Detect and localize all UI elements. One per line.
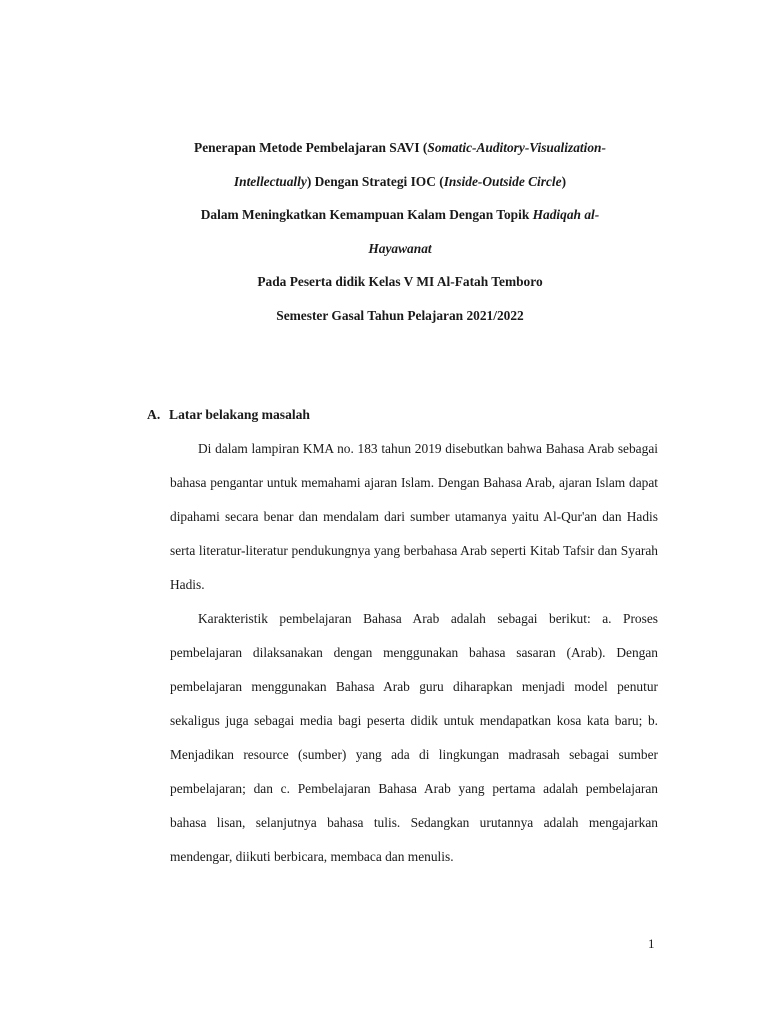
title-line-3: Dalam Meningkatkan Kemampuan Kalam Dengan Topik Hadiqah al- <box>200 207 600 222</box>
title-line-6: Semester Gasal Tahun Pelajaran 2021/2022 <box>276 307 524 323</box>
paragraph-1: Di dalam lampiran KMA no. 183 tahun 2019 disebutkan bahwa Bahasa Arab sebagai bahasa pengantar untuk memahami ajaran Islam. Dengan Bahasa Arab, ajaran Islam dapat dipahami secara benar dan mendalam dari sumber utamanya yaitu Al-Qur'an dan Hadis serta literatur-literatur pendukungnya yang berbahasa Arab seperti Kitab Tafsir dan Syarah Hadis. <box>170 441 658 592</box>
section-number: A. <box>147 407 161 422</box>
title-line-1: Penerapan Metode Pembelajaran SAVI (Somatic-Auditory-Visualization- <box>194 140 606 155</box>
title-line-5: Pada Peserta didik Kelas V MI Al-Fatah Temboro <box>257 274 543 289</box>
body-text <box>170 432 658 874</box>
document-title <box>150 131 650 332</box>
title-line-2: Intellectually) Dengan Strategi IOC (Inside-Outside Circle) <box>233 173 567 189</box>
section-heading <box>147 398 310 432</box>
title-line-4: Hayawanat <box>368 240 432 256</box>
section-heading-text: Latar belakang masalah <box>169 407 310 422</box>
paragraph-2: Karakteristik pembelajaran Bahasa Arab adalah sebagai berikut: a. Proses pembelajaran dilaksanakan dengan menggunakan bahasa sasaran (Arab). Dengan pembelajaran menggunakan Bahasa Arab guru diharapkan menjadi model penutur sekaligus juga sebagai media bagi peserta didik untuk mendapatkan kosa kata baru; b. Menjadikan resource (sumber) yang ada di lingkungan madrasah sebagai sumber pembelajaran; dan c. Pembelajaran Bahasa Arab yang pertama adalah pembelajaran bahasa lisan, selanjutnya bahasa tulis. Sedangkan urutannya adalah mengajarkan mendengar, diikuti berbicara, membaca dan menulis. <box>170 611 658 864</box>
page-number: 1 <box>648 936 655 951</box>
